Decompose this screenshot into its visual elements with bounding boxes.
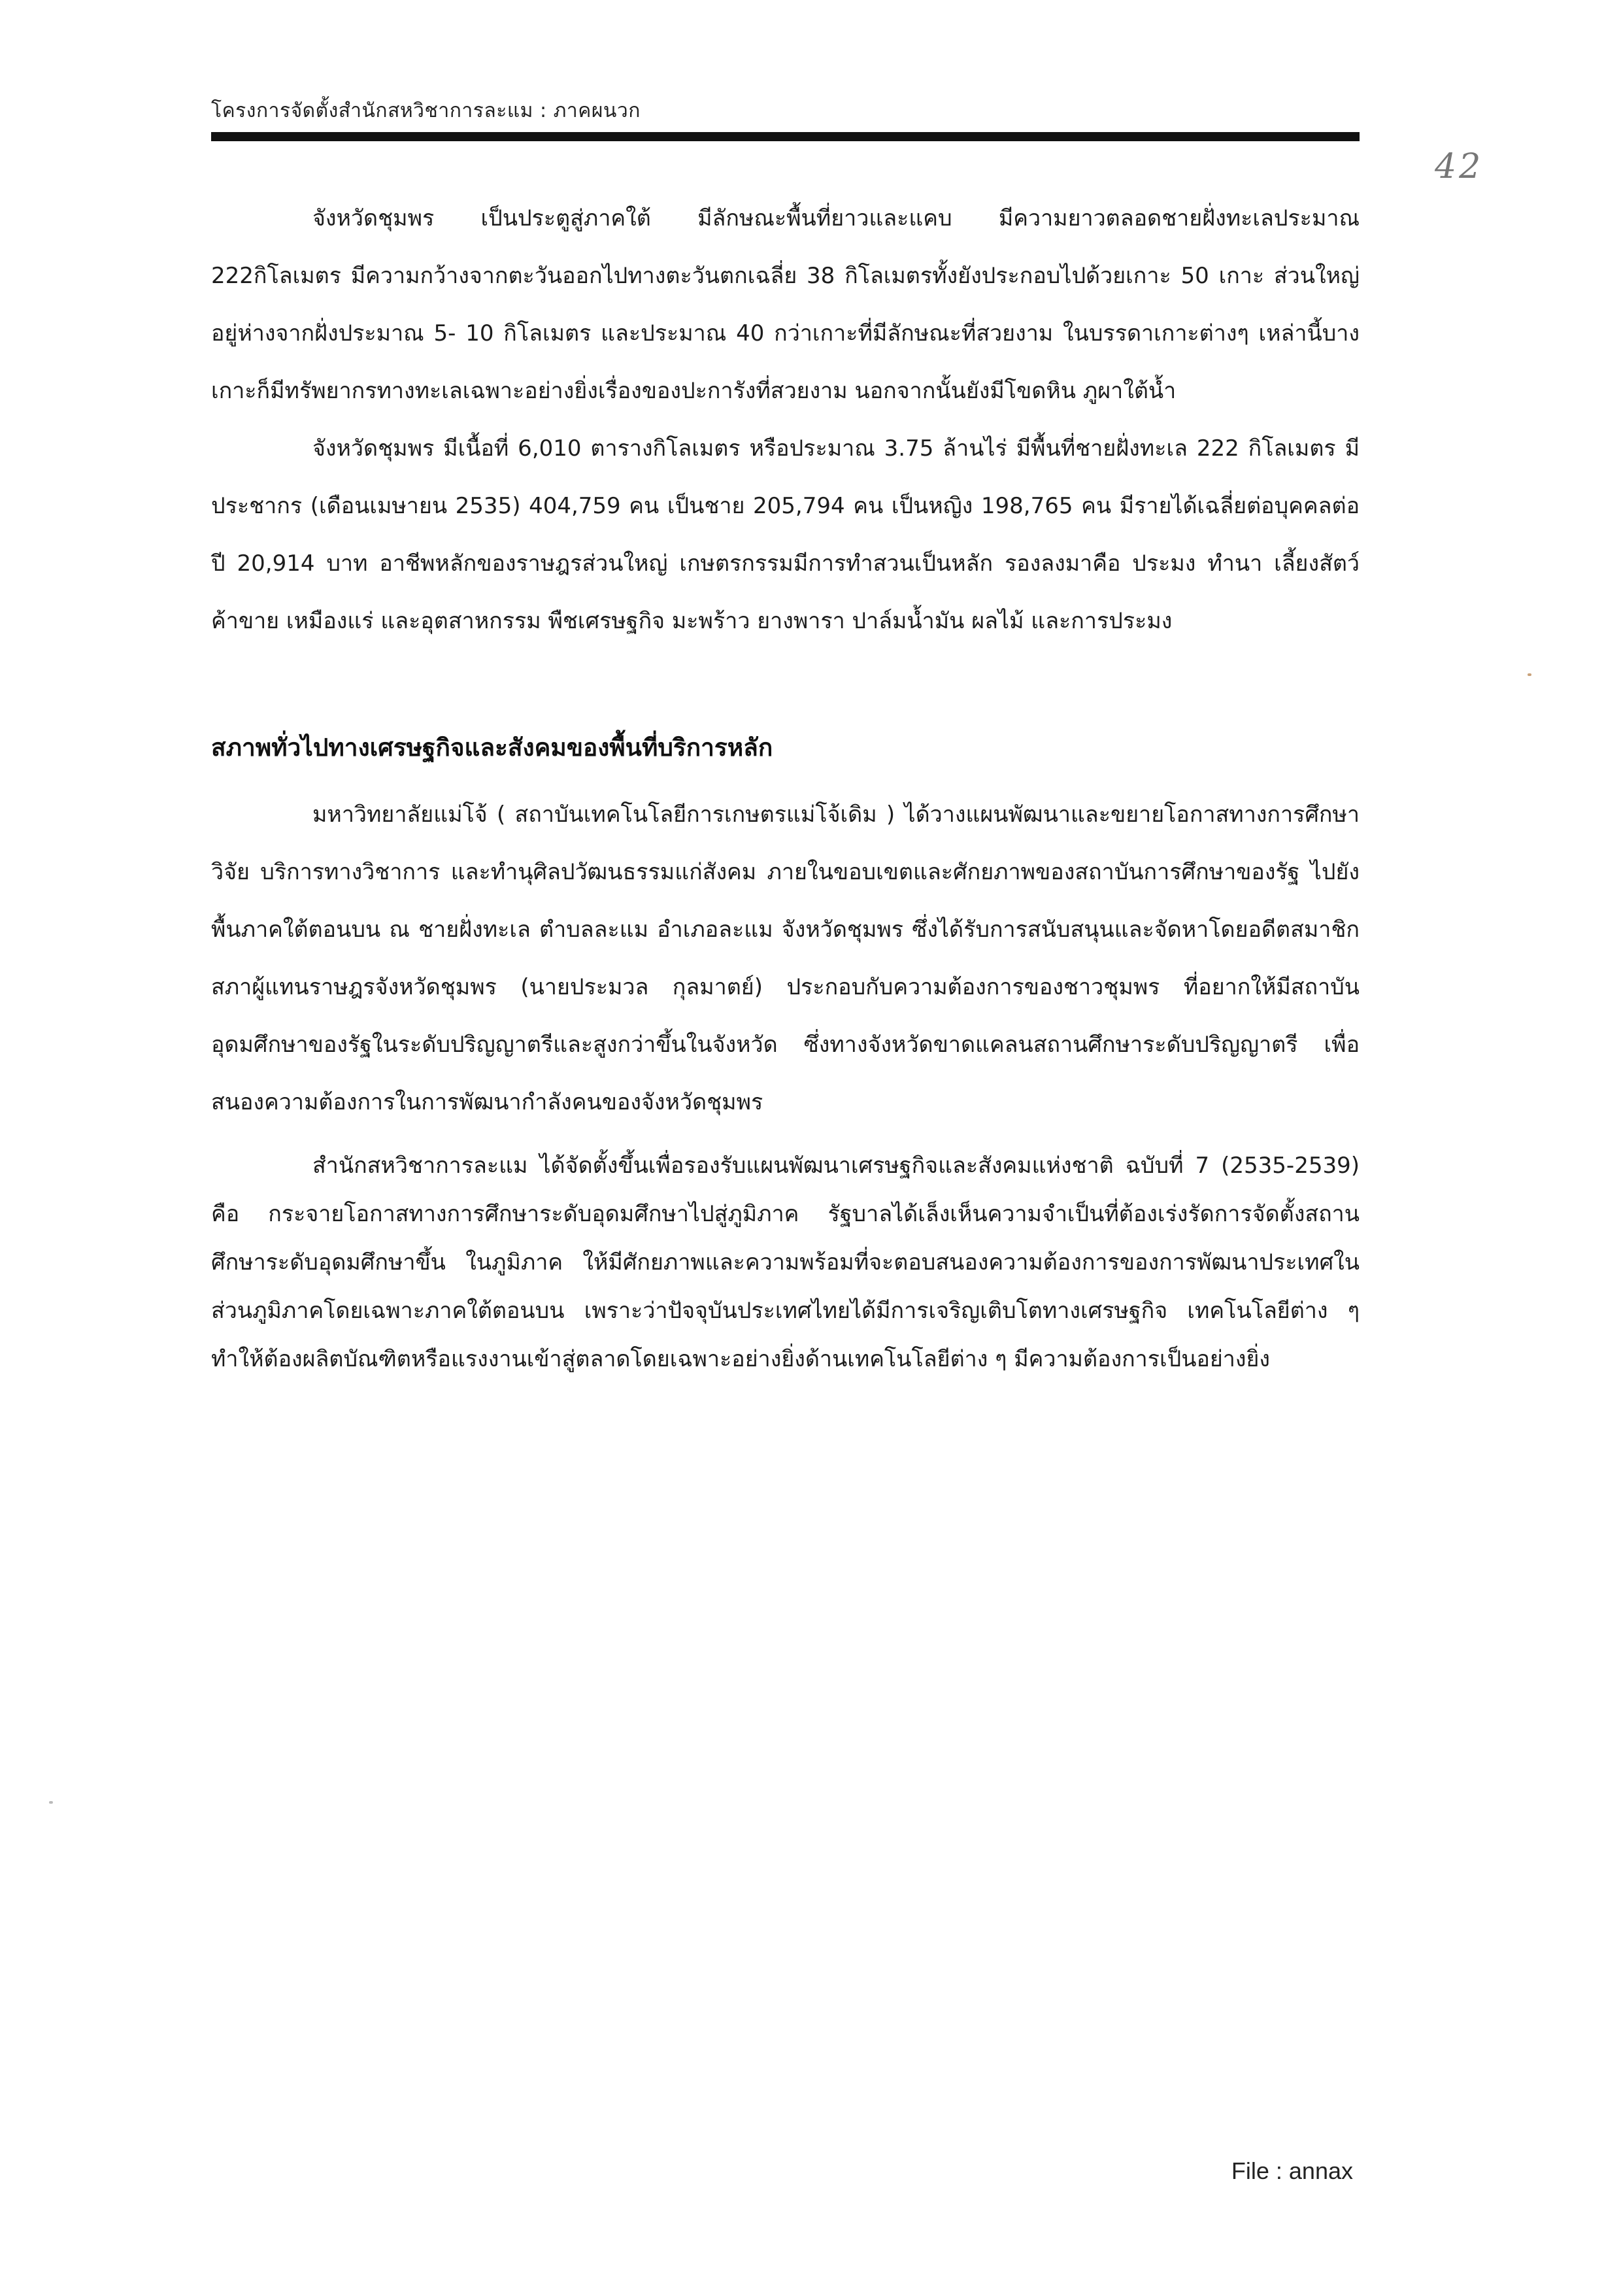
scan-speck (49, 1801, 53, 1804)
scan-speck (1528, 673, 1531, 676)
header-title: โครงการจัดตั้งสำนักสหวิชาการละแม : ภาคผนวก (211, 99, 641, 122)
footer-file-label: File : annax (1231, 2157, 1353, 2184)
header-rule (211, 132, 1360, 141)
paragraph-intro-2: จังหวัดชุมพร มีเนื้อที่ 6,010 ตารางกิโลเมตร หรือประมาณ 3.75 ล้านไร่ มีพื้นที่ชายฝั่งทะเล 222 กิโลเมตร มีประชากร (เดือนเมษายน 2535) 404,759 คน เป็นชาย 205,794 คน เป็นหญิง 198,765 คน มีรายได้เฉลี่ยต่อบุคคลต่อปี 20,914 บาท อาชีพหลักของราษฎรส่วนใหญ่ เกษตรกรรมมีการทำสวนเป็นหลัก รองลงมาคือ ประมง ทำนา เลี้ยงสัตว์ ค้าขาย เหมืองแร่ และอุตสาหกรรม พืชเศรษฐกิจ มะพร้าว ยางพารา ปาล์มน้ำมัน ผลไม้ และการประมง (211, 435, 1360, 634)
paragraph-section-2: สำนักสหวิชาการละแม ได้จัดตั้งขึ้นเพื่อรองรับแผนพัฒนาเศรษฐกิจและสังคมแห่งชาติ ฉบับที่ 7 (2535-2539) คือ กระจายโอกาสทางการศึกษาระดับอุดมศึกษาไปสู่ภูมิภาค รัฐบาลได้เล็งเห็นความจำเป็นที่ต้องเร่งรัดการจัดตั้งสถานศึกษาระดับอุดมศึกษาขึ้น ในภูมิภาค ให้มีศักยภาพและความพร้อมที่จะตอบสนองความต้องการของการพัฒนาประเทศในส่วนภูมิภาคโดยเฉพาะภาคใต้ตอนบน เพราะว่าปัจจุบันประเทศไทยได้มีการเจริญเติบโตทางเศรษฐกิจ เทคโนโลยีต่าง ๆ ทำให้ต้องผลิตบัณฑิตหรือแรงงานเข้าสู่ตลาดโดยเฉพาะอย่างยิ่งด้านเทคโนโลยีต่าง ๆ มีความต้องการเป็นอย่างยิ่ง (211, 1153, 1360, 1372)
paragraph-gap (211, 1131, 1360, 1141)
paragraph-section-1: มหาวิทยาลัยแม่โจ้ ( สถาบันเทคโนโลยีการเกษตรแม่โจ้เดิม ) ได้วางแผนพัฒนาและขยายโอกาสทางการศึกษาวิจัย บริการทางวิชาการ และทำนุศิลปวัฒนธรรมแก่สังคม ภายในขอบเขตและศักยภาพของสถาบันการศึกษาของรัฐ ไปยังพื้นภาคใต้ตอนบน ณ ชายฝั่งทะเล ตำบลละแม อำเภอละแม จังหวัดชุมพร ซึ่งได้รับการสนับสนุนและจัดหาโดยอดีตสมาชิกสภาผู้แทนราษฎรจังหวัดชุมพร (นายประมวล กุลมาตย์) ประกอบกับความต้องการของชาวชุมพร ที่อยากให้มีสถาบันอุดมศึกษาของรัฐในระดับปริญญาตรีและสูงกว่าขึ้นในจังหวัด ซึ่งทางจังหวัดขาดแคลนสถานศึกษาระดับปริญญาตรี เพื่อสนองความต้องการในการพัฒนากำลังคนของจังหวัดชุมพร (211, 802, 1360, 1115)
running-header (211, 98, 1360, 141)
paragraph-intro-1: จังหวัดชุมพร เป็นประตูสู่ภาคใต้ มีลักษณะพื้นที่ยาวและแคบ มีความยาวตลอดชายฝั่งทะเลประมาณ 222กิโลเมตร มีความกว้างจากตะวันออกไปทางตะวันตกเฉลี่ย 38 กิโลเมตรทั้งยังประกอบไปด้วยเกาะ 50 เกาะ ส่วนใหญ่อยู่ห่างจากฝั่งประมาณ 5- 10 กิโลเมตร และประมาณ 40 กว่าเกาะที่มีลักษณะที่สวยงาม ในบรรดาเกาะต่างๆ เหล่านี้บางเกาะก็มีทรัพยากรทางทะเลเฉพาะอย่างยิ่งเรื่องของปะการังที่สวยงาม นอกจากนั้นยังมีโขดหิน ภูผาใต้น้ำ (211, 205, 1360, 404)
page-number: 42 (1435, 147, 1484, 186)
section-heading: สภาพทั่วไปทางเศรษฐกิจและสังคมของพื้นที่บริการหลัก (211, 734, 773, 762)
document-body (211, 190, 1360, 1383)
